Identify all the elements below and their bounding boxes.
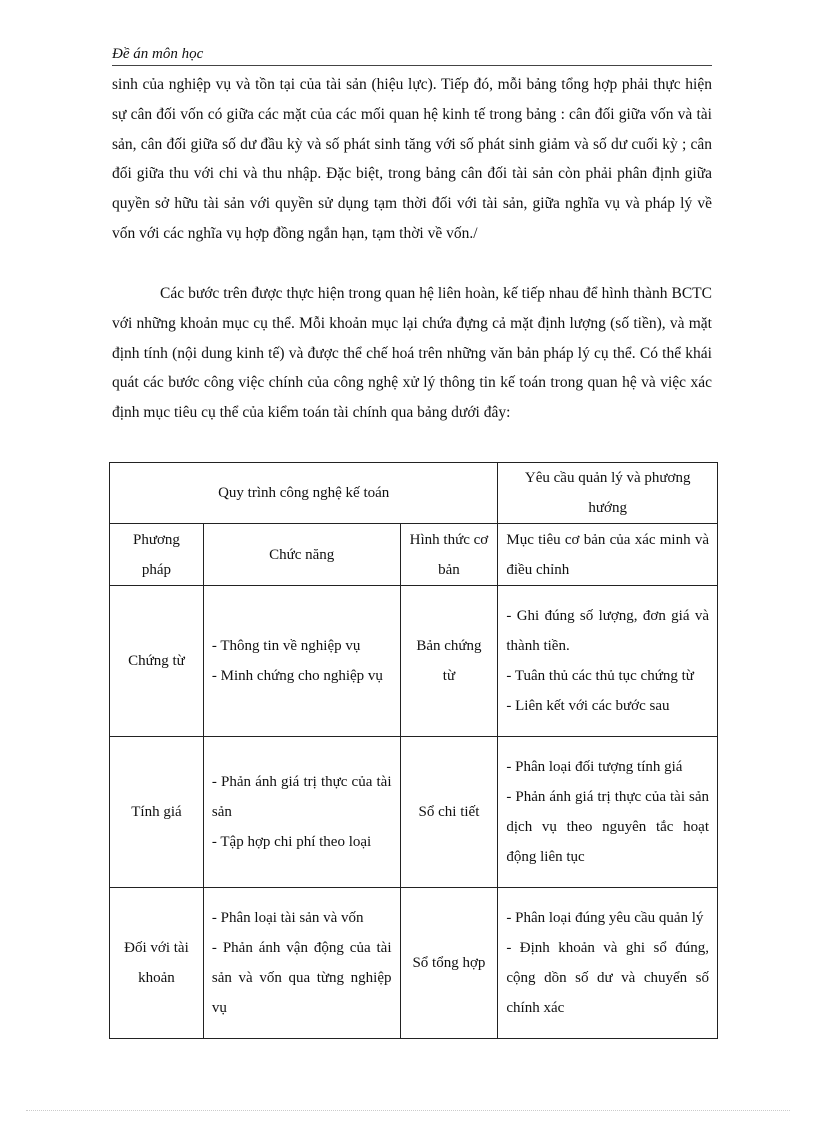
function-item: - Phân loại tài sản và vốn [211, 910, 364, 926]
table-row [110, 888, 718, 1039]
goal-item: - Liên kết với các bước sau [506, 698, 670, 714]
function-item: - Thông tin về nghiệp vụ [211, 638, 361, 654]
row-functions [203, 888, 400, 1039]
goal-item: - Tuân thủ các thủ tục chứng từ [506, 668, 694, 684]
row-method: Đối với tài khoản [110, 888, 204, 1039]
table-header-row [110, 463, 718, 524]
page-footer-divider [26, 1110, 790, 1111]
goal-item: - Định khoản và ghi sổ đúng, cộng dồn số dư và chuyển số chính xác [506, 940, 709, 1016]
goal-item: - Phân loại đối tượng tính giá [506, 759, 683, 775]
function-item: - Phản ánh giá trị thực của tài sản [211, 774, 392, 820]
header-method: Phương pháp [110, 524, 204, 586]
header-form: Hình thức cơ bản [400, 524, 498, 586]
row-functions [203, 737, 400, 888]
page-header: Đề án môn học [112, 46, 712, 66]
table-row [110, 737, 718, 888]
header-process: Quy trình công nghệ kế toán [110, 463, 498, 524]
function-item: - Minh chứng cho nghiệp vụ [211, 668, 383, 684]
row-method: Chứng từ [110, 586, 204, 737]
header-function: Chức năng [203, 524, 400, 586]
row-form: Sổ tổng hợp [400, 888, 498, 1039]
paragraph-2: Các bước trên được thực hiện trong quan hệ liên hoàn, kế tiếp nhau để hình thành BCTC với những khoản mục cụ thể. Mỗi khoản mục lại chứa đựng cả mặt định lượng (số tiền), và mặt định tính (nội dung kinh tế) và được thể chế hoá trên những văn bản pháp lý cụ thể. Có thể khái quát các bước công việc chính của công nghệ xử lý thông tin kế toán trong quan hệ và việc xác định mục tiêu cụ thể của kiểm toán tài chính qua bảng dưới đây: [112, 285, 712, 422]
accounting-process-table [109, 462, 718, 1039]
goal-item: - Ghi đúng số lượng, đơn giá và thành tiền. [506, 608, 709, 654]
header-requirements: Yêu cầu quản lý và phương hướng [498, 463, 718, 524]
goal-item: - Phân loại đúng yêu cầu quản lý [506, 910, 704, 926]
row-method: Tính giá [110, 737, 204, 888]
paragraph-1: sinh của nghiệp vụ và tồn tại của tài sản (hiệu lực). Tiếp đó, mỗi bảng tổng hợp phải thực hiện sự cân đối vốn có giữa các mặt của các mối quan hệ kinh tế trong bảng : cân đối giữa vốn và tài sản, cân đối giữa số dư đầu kỳ và số phát sinh tăng với số phát sinh giảm và số dư cuối kỳ ; cân đối giữa thu với chi và thu nhập. Đặc biệt, trong bảng cân đối tài sản còn phải phân định giữa quyền sở hữu tài sản với quyền sử dụng tạm thời đối với tài sản, giữa nghĩa vụ và pháp lý về vốn với các nghĩa vụ hợp đồng ngắn hạn, tạm thời về vốn./ [112, 76, 712, 242]
goal-item: - Phản ánh giá trị thực của tài sản dịch vụ theo nguyên tắc hoạt động liên tục [506, 789, 709, 865]
header-goal: Mục tiêu cơ bản của xác minh và điều chỉnh [498, 524, 718, 586]
row-form: Bản chứng từ [400, 586, 498, 737]
function-item: - Phản ánh vận động của tài sản và vốn qua từng nghiệp vụ [211, 940, 392, 1016]
row-form: Sổ chi tiết [400, 737, 498, 888]
row-goals [498, 586, 718, 737]
row-goals [498, 888, 718, 1039]
table-row [110, 586, 718, 737]
row-goals [498, 737, 718, 888]
function-item: - Tập hợp chi phí theo loại [211, 834, 372, 850]
row-functions [203, 586, 400, 737]
table-subheader-row [110, 524, 718, 586]
